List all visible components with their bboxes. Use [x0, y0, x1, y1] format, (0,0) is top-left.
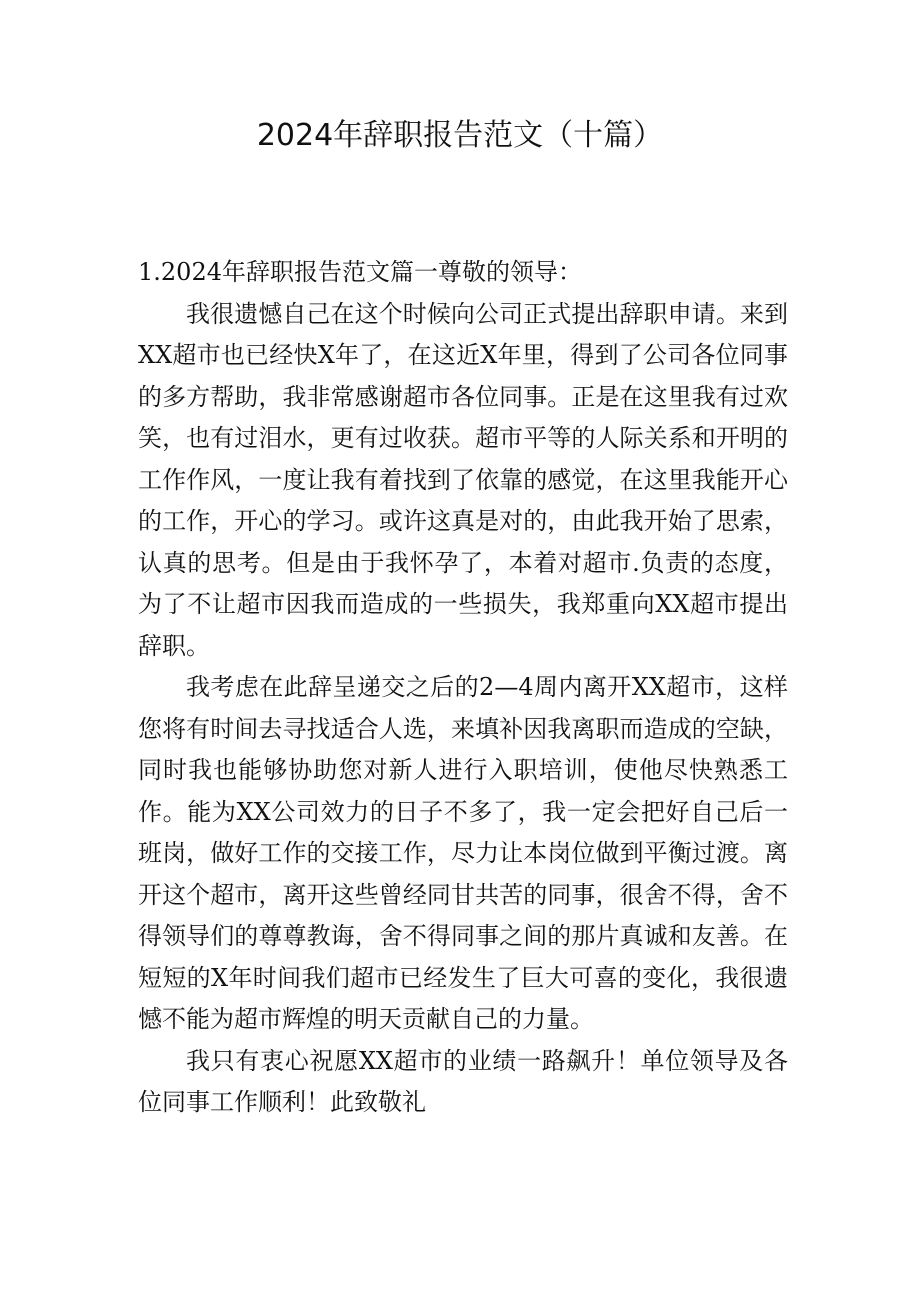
- section-heading: 1.2024年辞职报告范文篇一尊敬的领导：: [138, 258, 582, 286]
- page-title: 2024年辞职报告范文（十篇）: [256, 118, 664, 153]
- paragraph-2: 我考虑在此辞呈递交之后的2—4周内离开XX超市，这样您将有时间去寻找适合人选，来填补因我离职而造成的空缺，同时我也能够协助您对新人进行入职培训，使他尽快熟悉工作。能为XX公司效力的日子不多了，我一定会把好自己后一班岗，做好工作的交接工作，尽力让本岗位做到平衡过渡。离开这个超市，离开这些曾经同甘共苦的同事，很舍不得，舍不得领导们的尊尊教诲，舍不得同事之间的那片真诚和友善。在短短的X年时间我们超市已经发生了巨大可喜的变化，我很遗憾不能为超市辉煌的明天贡献自己的力量。: [138, 673, 788, 1033]
- paragraph-3: 我只有衷心祝愿XX超市的业绩一路飙升！单位领导及各位同事工作顺利！此致敬礼: [138, 1046, 788, 1116]
- document-body: [138, 252, 788, 1124]
- paragraph-1: 我很遗憾自己在这个时候向公司正式提出辞职申请。来到XX超市也已经快X年了，在这近X年里，得到了公司各位同事的多方帮助，我非常感谢超市各位同事。正是在这里我有过欢笑，也有过泪水，更有过收获。超市平等的人际关系和开明的工作作风，一度让我有着找到了依靠的感觉，在这里我能开心的工作，开心的学习。或许这真是对的，由此我开始了思索，认真的思考。但是由于我怀孕了，本着对超市.负责的态度，为了不让超市因我而造成的一些损失，我郑重向XX超市提出辞职。: [138, 299, 788, 660]
